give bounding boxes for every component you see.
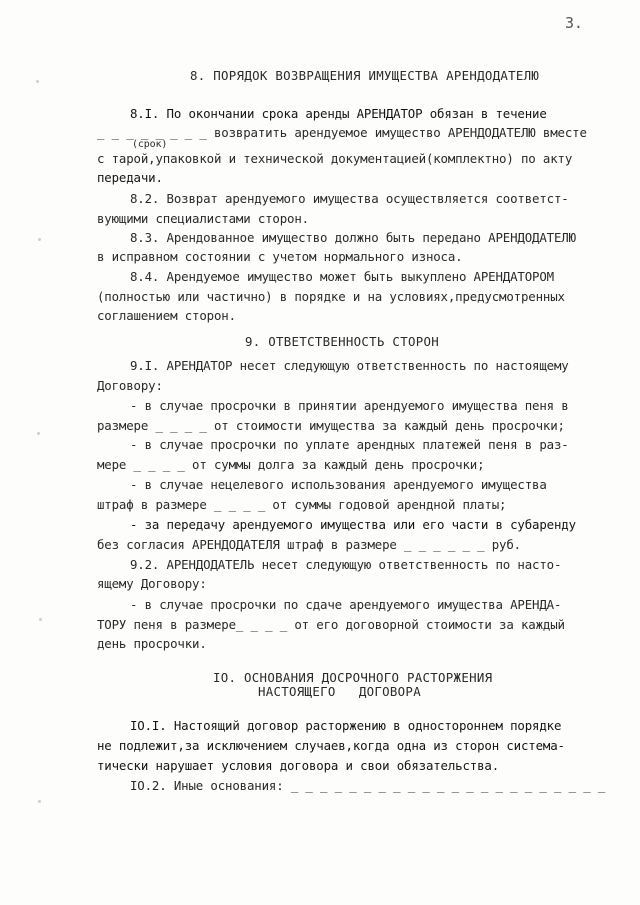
clause-10-1-line-1: IO.I. Настоящий договор расторжению в одностороннем порядке (130, 718, 562, 733)
page-number: 3. (565, 14, 583, 32)
clause-10-1-line-2: не подлежит,за исключением случаев,когда одна из сторон система- (97, 738, 565, 753)
clause-8-3-line-2: в исправном состоянии с учетом нормального износа. (97, 249, 463, 264)
clause-10-2-line-1: IO.2. Иные основания: _ _ _ _ _ _ _ _ _ _ _ _ _ _ _ _ _ _ _ _ _ _ (130, 778, 606, 793)
clause-9-1-line-10: без согласия АРЕНДОДАТЕЛЯ штраф в размере _ _ _ _ _ _ руб. (97, 537, 521, 552)
clause-8-1-line-3: с тарой,упаковкой и технической документацией(комплектно) по акту (97, 151, 573, 166)
clause-10-1-line-3: тически нарушает условия договора и свои обязательства. (97, 758, 500, 773)
clause-9-1-line-6: мере _ _ _ _ от суммы долга за каждый день просрочки; (97, 457, 485, 472)
clause-9-2-line-4: ТОРУ пеня в размере_ _ _ _ от его договорной стоимости за каждый (97, 617, 565, 632)
clause-8-1-term-caption: (срок) (132, 139, 168, 150)
clause-9-1-line-4: размере _ _ _ _ от стоимости имущества за каждый день просрочки; (97, 418, 565, 433)
clause-8-1-line-4: передачи. (97, 170, 163, 185)
clause-9-1-line-8: штраф в размере _ _ _ _ от суммы годовой арендной платы; (97, 497, 507, 512)
clause-8-4-line-3: соглашением сторон. (97, 308, 236, 323)
clause-8-3-line-1: 8.3. Арендованное имущество должно быть передано АРЕНДОДАТЕЛЮ (130, 230, 576, 245)
clause-9-1-line-5: - в случае просрочки по уплате арендных платежей пеня в раз- (130, 437, 569, 452)
clause-9-1-line-9: - за передачу арендуемого имущества или его части в субаренду (130, 517, 576, 532)
scan-speck (38, 238, 41, 241)
clause-8-2-line-1: 8.2. Возврат арендуемого имущества осуществляется соответст- (130, 191, 569, 206)
clause-9-1-line-2: Договору: (97, 378, 163, 393)
section-9-heading: 9. ОТВЕТСТВЕННОСТЬ СТОРОН (245, 334, 439, 349)
section-10-heading-line-1: IO. ОСНОВАНИЯ ДОСРОЧНОГО РАСТОРЖЕНИЯ (213, 670, 493, 685)
clause-8-2-line-2: вующими специалистами сторон. (97, 211, 309, 226)
scan-speck (39, 618, 42, 621)
clause-9-2-line-3: - в случае просрочки по сдаче арендуемого имущества АРЕНДА- (130, 597, 562, 612)
clause-8-4-line-2: (полностью или частично) в порядке и на условиях,предусмотренных (97, 289, 565, 304)
clause-9-2-line-2: ящему Договору: (97, 576, 207, 591)
clause-9-1-line-3: - в случае просрочки в принятии арендуемого имущества пеня в (130, 398, 569, 413)
clause-8-4-line-1: 8.4. Арендуемое имущество может быть выкуплено АРЕНДАТОРОМ (130, 269, 554, 284)
scan-speck (38, 800, 41, 803)
clause-8-1-line-2: _ _ _ _ _ _ _ _ возвратить арендуемое имущество АРЕНДОДАТЕЛЮ вместе (97, 125, 587, 140)
clause-9-2-line-1: 9.2. АРЕНДОДАТЕЛЬ несет следующую ответственность по насто- (130, 557, 562, 572)
clause-9-2-line-5: день просрочки. (97, 636, 207, 651)
clause-8-1-line-1: 8.I. По окончании срока аренды АРЕНДАТОР обязан в течение (130, 106, 547, 121)
section-8-heading: 8. ПОРЯДОК ВОЗВРАЩЕНИЯ ИМУЩЕСТВА АРЕНДОДАТЕЛЮ (190, 68, 540, 83)
section-10-heading-line-2: НАСТОЯЩЕГО ДОГОВОРА (258, 684, 421, 699)
clause-9-1-line-1: 9.I. АРЕНДАТОР несет следующую ответственность по настоящему (130, 358, 569, 373)
scan-speck (36, 80, 39, 83)
scan-speck (37, 432, 40, 435)
clause-9-1-line-7: - в случае нецелевого использования арендуемого имущества (130, 477, 547, 492)
